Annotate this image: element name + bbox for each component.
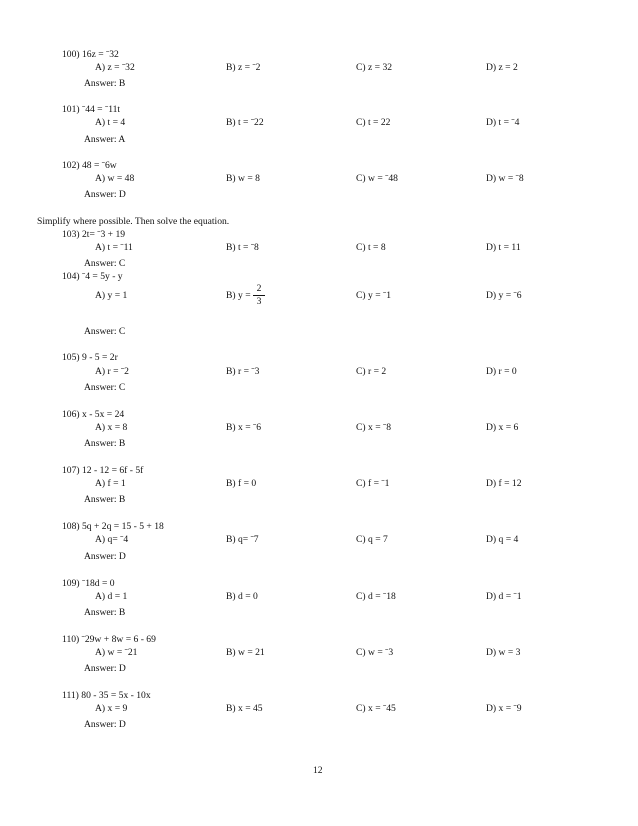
problem-110-stem: 110) ˉ29w + 8w = 6 - 69	[62, 634, 156, 645]
problem-103-choice-b: B) t = ˉ8	[226, 242, 259, 253]
problem-100-choice-d: D) z = 2	[486, 62, 518, 73]
problem-108-stem: 108) 5q + 2q = 15 - 5 + 18	[62, 521, 164, 532]
problem-103-choice-a: A) t = ˉ11	[95, 242, 133, 253]
problem-105-choice-d: D) r = 0	[486, 366, 517, 377]
problem-101-choice-b: B) t = ˉ22	[226, 117, 264, 128]
problem-100-answer: Answer: B	[84, 78, 126, 89]
page-number: 12	[313, 765, 323, 776]
problem-100-choice-a: A) z = ˉ32	[95, 62, 135, 73]
problem-106-choice-b: B) x = ˉ6	[226, 422, 261, 433]
fraction-numerator: 2	[256, 283, 262, 294]
problem-106-choice-a: A) x = 8	[95, 422, 128, 433]
problem-111-stem: 111) 80 - 35 = 5x - 10x	[62, 690, 151, 701]
problem-109-choice-a: A) d = 1	[95, 591, 128, 602]
problem-103-answer: Answer: C	[84, 258, 126, 269]
problem-107-choice-c: C) f = ˉ1	[356, 478, 390, 489]
problem-107-choice-b: B) f = 0	[226, 478, 257, 489]
problem-103-choice-d: D) t = 11	[486, 242, 521, 253]
problem-110-choice-d: D) w = 3	[486, 647, 521, 658]
problem-108-answer: Answer: D	[84, 551, 126, 562]
section-instruction: Simplify where possible. Then solve the equation.	[37, 216, 230, 227]
problem-109-answer: Answer: B	[84, 607, 126, 618]
problem-104-choice-d: D) y = ˉ6	[486, 290, 522, 301]
problem-110-answer: Answer: D	[84, 663, 126, 674]
problem-107-answer: Answer: B	[84, 494, 126, 505]
problem-100-choice-b: B) z = ˉ2	[226, 62, 261, 73]
problem-105-choice-b: B) r = ˉ3	[226, 366, 260, 377]
problem-105-choice-a: A) r = ˉ2	[95, 366, 129, 377]
problem-108-choice-d: D) q = 4	[486, 534, 519, 545]
problem-110-choice-b: B) w = 21	[226, 647, 265, 658]
problem-111-choice-c: C) x = ˉ45	[356, 703, 396, 714]
problem-104-choice-b-fraction	[253, 284, 265, 307]
fraction-denominator: 3	[256, 296, 262, 307]
problem-110-choice-a: A) w = ˉ21	[95, 647, 138, 658]
problem-111-answer: Answer: D	[84, 719, 126, 730]
problem-105-stem: 105) 9 - 5 = 2r	[62, 352, 118, 363]
problem-101-choice-a: A) t = 4	[95, 117, 126, 128]
problem-104-stem: 104) ˉ4 = 5y - y	[62, 271, 123, 282]
problem-106-stem: 106) x - 5x = 24	[62, 409, 125, 420]
problem-109-choice-c: C) d = ˉ18	[356, 591, 396, 602]
problem-102-stem: 102) 48 = ˉ6w	[62, 160, 117, 171]
problem-107-stem: 107) 12 - 12 = 6f - 5f	[62, 465, 144, 476]
problem-104-answer: Answer: C	[84, 326, 126, 337]
problem-108-choice-b: B) q= ˉ7	[226, 534, 259, 545]
problem-106-choice-d: D) x = 6	[486, 422, 519, 433]
problem-108-choice-a: A) q= ˉ4	[95, 534, 129, 545]
problem-107-choice-d: D) f = 12	[486, 478, 522, 489]
problem-110-choice-c: C) w = ˉ3	[356, 647, 394, 658]
problem-103-stem: 103) 2t= ˉ3 + 19	[62, 229, 126, 240]
problem-106-choice-c: C) x = ˉ8	[356, 422, 391, 433]
problem-102-choice-c: C) w = ˉ48	[356, 173, 398, 184]
problem-101-answer: Answer: A	[84, 134, 126, 145]
problem-109-choice-b: B) d = 0	[226, 591, 258, 602]
problem-101-stem: 101) ˉ44 = ˉ11t	[62, 104, 121, 115]
problem-102-choice-d: D) w = ˉ8	[486, 173, 524, 184]
problem-106-answer: Answer: B	[84, 438, 126, 449]
problem-109-stem: 109) ˉ18d = 0	[62, 578, 115, 589]
problem-101-choice-d: D) t = ˉ4	[486, 117, 520, 128]
problem-100-stem: 100) 16z = ˉ32	[62, 49, 119, 60]
problem-102-choice-a: A) w = 48	[95, 173, 135, 184]
problem-102-answer: Answer: D	[84, 189, 126, 200]
problem-111-choice-d: D) x = ˉ9	[486, 703, 522, 714]
problem-104-choice-a: A) y = 1	[95, 290, 128, 301]
problem-105-choice-c: C) r = 2	[356, 366, 387, 377]
problem-111-choice-b: B) x = 45	[226, 703, 263, 714]
problem-109-choice-d: D) d = ˉ1	[486, 591, 522, 602]
problem-105-answer: Answer: C	[84, 382, 126, 393]
problem-104-choice-c: C) y = ˉ1	[356, 290, 391, 301]
problem-104-choice-b: B) y =	[226, 290, 251, 301]
problem-100-choice-c: C) z = 32	[356, 62, 393, 73]
problem-107-choice-a: A) f = 1	[95, 478, 126, 489]
problem-101-choice-c: C) t = 22	[356, 117, 391, 128]
problem-111-choice-a: A) x = 9	[95, 703, 128, 714]
problem-103-choice-c: C) t = 8	[356, 242, 386, 253]
problem-102-choice-b: B) w = 8	[226, 173, 260, 184]
problem-108-choice-c: C) q = 7	[356, 534, 388, 545]
